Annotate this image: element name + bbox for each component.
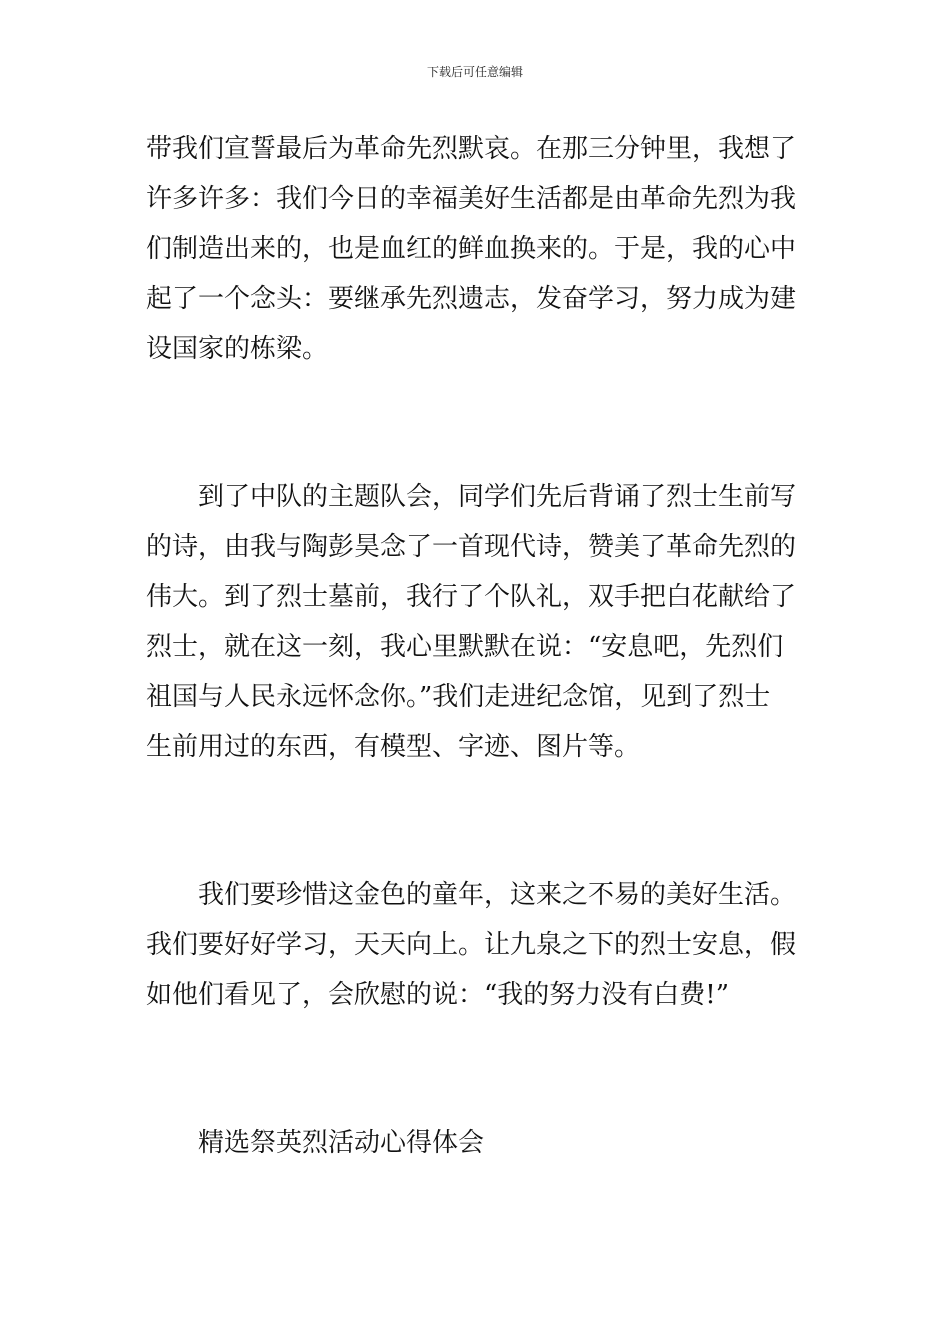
paragraph-line: 到了中队的主题队会，同学们先后背诵了烈士生前写: [198, 482, 797, 512]
paragraph-line: 如他们看见了，会欣慰的说：“我的努力没有白费!”: [146, 980, 730, 1010]
paragraph-line: 带我们宣誓最后为革命先烈默哀。在那三分钟里，我想了: [146, 134, 797, 164]
paragraph-line: 我们要珍惜这金色的童年，这来之不易的美好生活。: [198, 880, 797, 910]
paragraph-line: 设国家的栋梁。: [146, 334, 329, 364]
paragraph-line: 伟大。到了烈士墓前，我行了个队礼，双手把白花献给了: [146, 582, 797, 612]
paragraph-line: 起了一个念头：要继承先烈遗志，发奋学习，努力成为建: [146, 284, 797, 314]
paragraph-line: 祖国与人民永远怀念你。”我们走进纪念馆，见到了烈士: [146, 682, 771, 712]
paragraph-line: 许多许多：我们今日的幸福美好生活都是由革命先烈为我: [146, 184, 797, 214]
paragraph-line: 我们要好好学习，天天向上。让九泉之下的烈士安息，假: [146, 930, 797, 960]
paragraph-line: 的诗，由我与陶彭昊念了一首现代诗，赞美了革命先烈的: [146, 532, 797, 562]
paragraph-line: 生前用过的东西，有模型、字迹、图片等。: [146, 732, 641, 762]
paragraph-line: 们制造出来的，也是血红的鲜血换来的。于是，我的心中: [146, 234, 797, 264]
section-title: 精选祭英烈活动心得体会: [198, 1128, 485, 1158]
page-header: 下载后可任意编辑: [426, 65, 523, 79]
paragraph-line: 烈士，就在这一刻，我心里默默在说：“安息吧，先烈们: [146, 632, 784, 662]
